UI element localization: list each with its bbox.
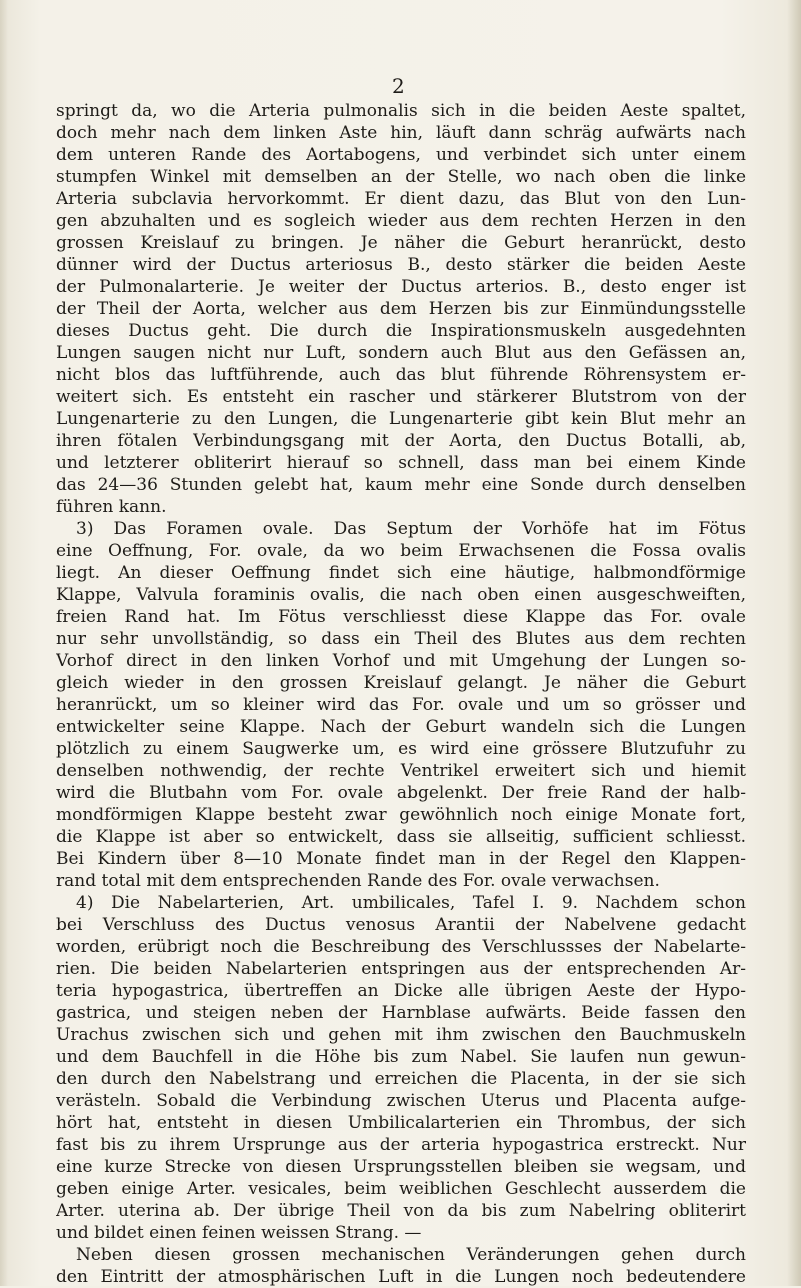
text-line: grossen Kreislauf zu bringen. Je näher die Geburt heranrückt, desto (56, 233, 746, 253)
text-line: liegt. An dieser Oeffnung findet sich eine häutige, halbmondförmige (56, 563, 746, 583)
text-line: fast bis zu ihrem Ursprunge aus der arteria hypogastrica erstreckt. Nur (56, 1135, 746, 1155)
text-line: den durch den Nabelstrang und erreichen die Placenta, in der sie sich (56, 1069, 746, 1089)
text-line: 4) Die Nabelarterien, Art. umbilicales, Tafel I. 9. Nachdem schon (76, 893, 746, 913)
text-line: und bildet einen feinen weissen Strang. — (56, 1223, 422, 1243)
text-line: verästeln. Sobald die Verbindung zwischen Uterus und Placenta aufge- (56, 1091, 746, 1111)
text-line: gleich wieder in den grossen Kreislauf gelangt. Je näher die Geburt (56, 673, 746, 693)
page-right-edge (787, 0, 801, 1286)
text-line: das 24—36 Stunden gelebt hat, kaum mehr eine Sonde durch denselben (56, 475, 746, 495)
text-line: rand total mit dem entsprechenden Rande des For. ovale verwachsen. (56, 871, 660, 891)
text-line: dieses Ductus geht. Die durch die Inspirationsmuskeln ausgedehnten (56, 321, 746, 341)
text-line: eine kurze Strecke von diesen Ursprungsstellen bleiben sie wegsam, und (56, 1157, 746, 1177)
page-number: 2 (392, 74, 405, 98)
text-line: teria hypogastrica, übertreffen an Dicke alle übrigen Aeste der Hypo- (56, 981, 746, 1001)
text-line: Bei Kindern über 8—10 Monate findet man in der Regel den Klappen- (56, 849, 746, 869)
text-line: und letzterer obliterirt hierauf so schnell, dass man bei einem Kinde (56, 453, 746, 473)
text-line: plötzlich zu einem Saugwerke um, es wird eine grössere Blutzufuhr zu (56, 739, 746, 759)
text-line: Arteria subclavia hervorkommt. Er dient dazu, das Blut von den Lun- (56, 189, 746, 209)
text-line: heranrückt, um so kleiner wird das For. ovale und um so grösser und (56, 695, 746, 715)
text-line: bei Verschluss des Ductus venosus Arantii der Nabelvene gedacht (56, 915, 746, 935)
text-line: Lungen saugen nicht nur Luft, sondern auch Blut aus den Gefässen an, (56, 343, 746, 363)
body-text (56, 100, 746, 1288)
text-line: ihren fötalen Verbindungsgang mit der Aorta, den Ductus Botalli, ab, (56, 431, 746, 451)
text-line: Urachus zwischen sich und gehen mit ihm zwischen den Bauchmuskeln (56, 1025, 746, 1045)
text-line: freien Rand hat. Im Fötus verschliesst diese Klappe das For. ovale (56, 607, 746, 627)
text-line: entwickelter seine Klappe. Nach der Geburt wandeln sich die Lungen (56, 717, 746, 737)
text-line: nur sehr unvollständig, so dass ein Theil des Blutes aus dem rechten (56, 629, 746, 649)
text-line: eine Oeffnung, For. ovale, da wo beim Erwachsenen die Fossa ovalis (56, 541, 746, 561)
text-line: wird die Blutbahn vom For. ovale abgelenkt. Der freie Rand der halb- (56, 783, 746, 803)
text-line: Arter. uterina ab. Der übrige Theil von da bis zum Nabelring obliterirt (56, 1201, 746, 1221)
text-line: denselben nothwendig, der rechte Ventrikel erweitert sich und hiemit (56, 761, 746, 781)
text-line: stumpfen Winkel mit demselben an der Stelle, wo nach oben die linke (56, 167, 746, 187)
text-line: hört hat, entsteht in diesen Umbilicalarterien ein Thrombus, der sich (56, 1113, 746, 1133)
text-line: geben einige Arter. vesicales, beim weiblichen Geschlecht ausserdem die (56, 1179, 746, 1199)
text-line: nicht blos das luftführende, auch das blut führende Röhrensystem er- (56, 365, 746, 385)
text-line: doch mehr nach dem linken Aste hin, läuft dann schräg aufwärts nach (56, 123, 746, 143)
text-line: mondförmigen Klappe besteht zwar gewöhnlich noch einige Monate fort, (56, 805, 746, 825)
text-line: springt da, wo die Arteria pulmonalis sich in die beiden Aeste spaltet, (56, 101, 746, 121)
text-line: gen abzuhalten und es sogleich wieder aus dem rechten Herzen in den (56, 211, 746, 231)
text-line: rien. Die beiden Nabelarterien entspringen aus der entsprechenden Ar- (56, 959, 746, 979)
text-line: Lungenarterie zu den Lungen, die Lungenarterie gibt kein Blut mehr an (56, 409, 746, 429)
text-line: der Theil der Aorta, welcher aus dem Herzen bis zur Einmündungsstelle (56, 299, 746, 319)
text-line: Klappe, Valvula foraminis ovalis, die nach oben einen ausgeschweiften, (56, 585, 746, 605)
page-left-edge (0, 0, 8, 1286)
text-line: die Klappe ist aber so entwickelt, dass sie allseitig, sufficient schliesst. (56, 827, 746, 847)
text-line: gastrica, und steigen neben der Harnblase aufwärts. Beide fassen den (56, 1003, 746, 1023)
text-line: der Pulmonalarterie. Je weiter der Ductus arterios. B., desto enger ist (56, 277, 746, 297)
text-line: worden, erübrigt noch die Beschreibung des Verschlussses der Nabelarte- (56, 937, 746, 957)
text-line: führen kann. (56, 497, 167, 517)
text-line: Neben diesen grossen mechanischen Veränderungen gehen durch (76, 1245, 746, 1265)
text-line: dünner wird der Ductus arteriosus B., desto stärker die beiden Aeste (56, 255, 746, 275)
text-line: 3) Das Foramen ovale. Das Septum der Vorhöfe hat im Fötus (76, 519, 746, 539)
text-line: und dem Bauchfell in die Höhe bis zum Nabel. Sie laufen nun gewun- (56, 1047, 746, 1067)
text-line: Vorhof direct in den linken Vorhof und mit Umgehung der Lungen so- (56, 651, 746, 671)
text-line: weitert sich. Es entsteht ein rascher und stärkerer Blutstrom von der (56, 387, 746, 407)
text-line: dem unteren Rande des Aortabogens, und verbindet sich unter einem (56, 145, 746, 165)
text-line: den Eintritt der atmosphärischen Luft in die Lungen noch bedeutendere (56, 1267, 746, 1287)
